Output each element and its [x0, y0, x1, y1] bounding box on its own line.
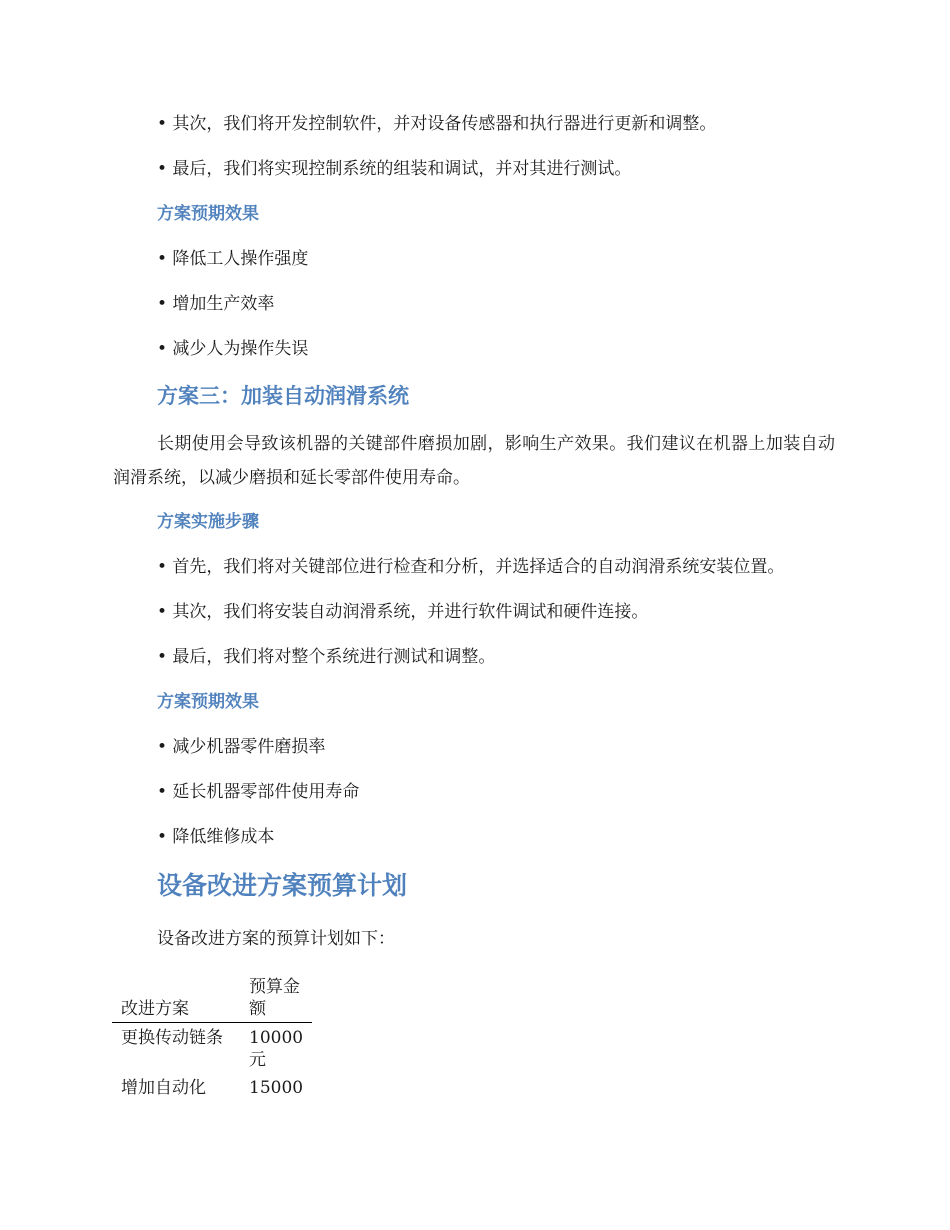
effects-heading: 方案预期效果 [157, 692, 259, 712]
table-cell: 增加自动化 [121, 1078, 206, 1098]
step-item: • 首先，我们将对关键部位进行检查和分析，并选择适合的自动润滑系统安装位置。 [157, 557, 785, 577]
effect-item: • 延长机器零部件使用寿命 [157, 782, 360, 802]
effect-item: • 增加生产效率 [157, 294, 275, 314]
step-item: • 其次，我们将安装自动润滑系统，并进行软件调试和硬件连接。 [157, 602, 649, 622]
table-cell: 10000元 [249, 1028, 304, 1070]
table-cell: 更换传动链条 [121, 1028, 223, 1048]
table-row [112, 1073, 312, 1101]
table-cell: 15000 [249, 1078, 304, 1098]
column-header: 预算金额 [240, 974, 312, 1023]
step-item: • 最后，我们将实现控制系统的组装和调试，并对其进行测试。 [157, 159, 632, 179]
steps-heading: 方案实施步骤 [157, 512, 259, 532]
effect-item: • 减少机器零件磨损率 [157, 737, 326, 757]
plan3-title: 方案三：加装自动润滑系统 [157, 384, 409, 408]
budget-title: 设备改进方案预算计划 [157, 871, 408, 900]
table-row [112, 1023, 312, 1074]
column-header: 改进方案 [112, 974, 240, 1023]
budget-intro: 设备改进方案的预算计划如下： [157, 929, 395, 949]
plan3-description: 长期使用会导致该机器的关键部件磨损加剧，影响生产效果。我们建议在机器上加装自动润滑系统，以减少磨损和延长零部件使用寿命。 [113, 434, 835, 488]
effect-item: • 降低维修成本 [157, 827, 275, 847]
effect-item: • 减少人为操作失误 [157, 339, 309, 359]
step-item: • 其次，我们将开发控制软件，并对设备传感器和执行器进行更新和调整。 [157, 114, 717, 134]
step-item: • 最后，我们将对整个系统进行测试和调整。 [157, 647, 496, 667]
effect-item: • 降低工人操作强度 [157, 249, 309, 269]
budget-table [112, 974, 312, 1101]
effects-heading: 方案预期效果 [157, 204, 259, 224]
table-header-row [112, 974, 312, 1023]
